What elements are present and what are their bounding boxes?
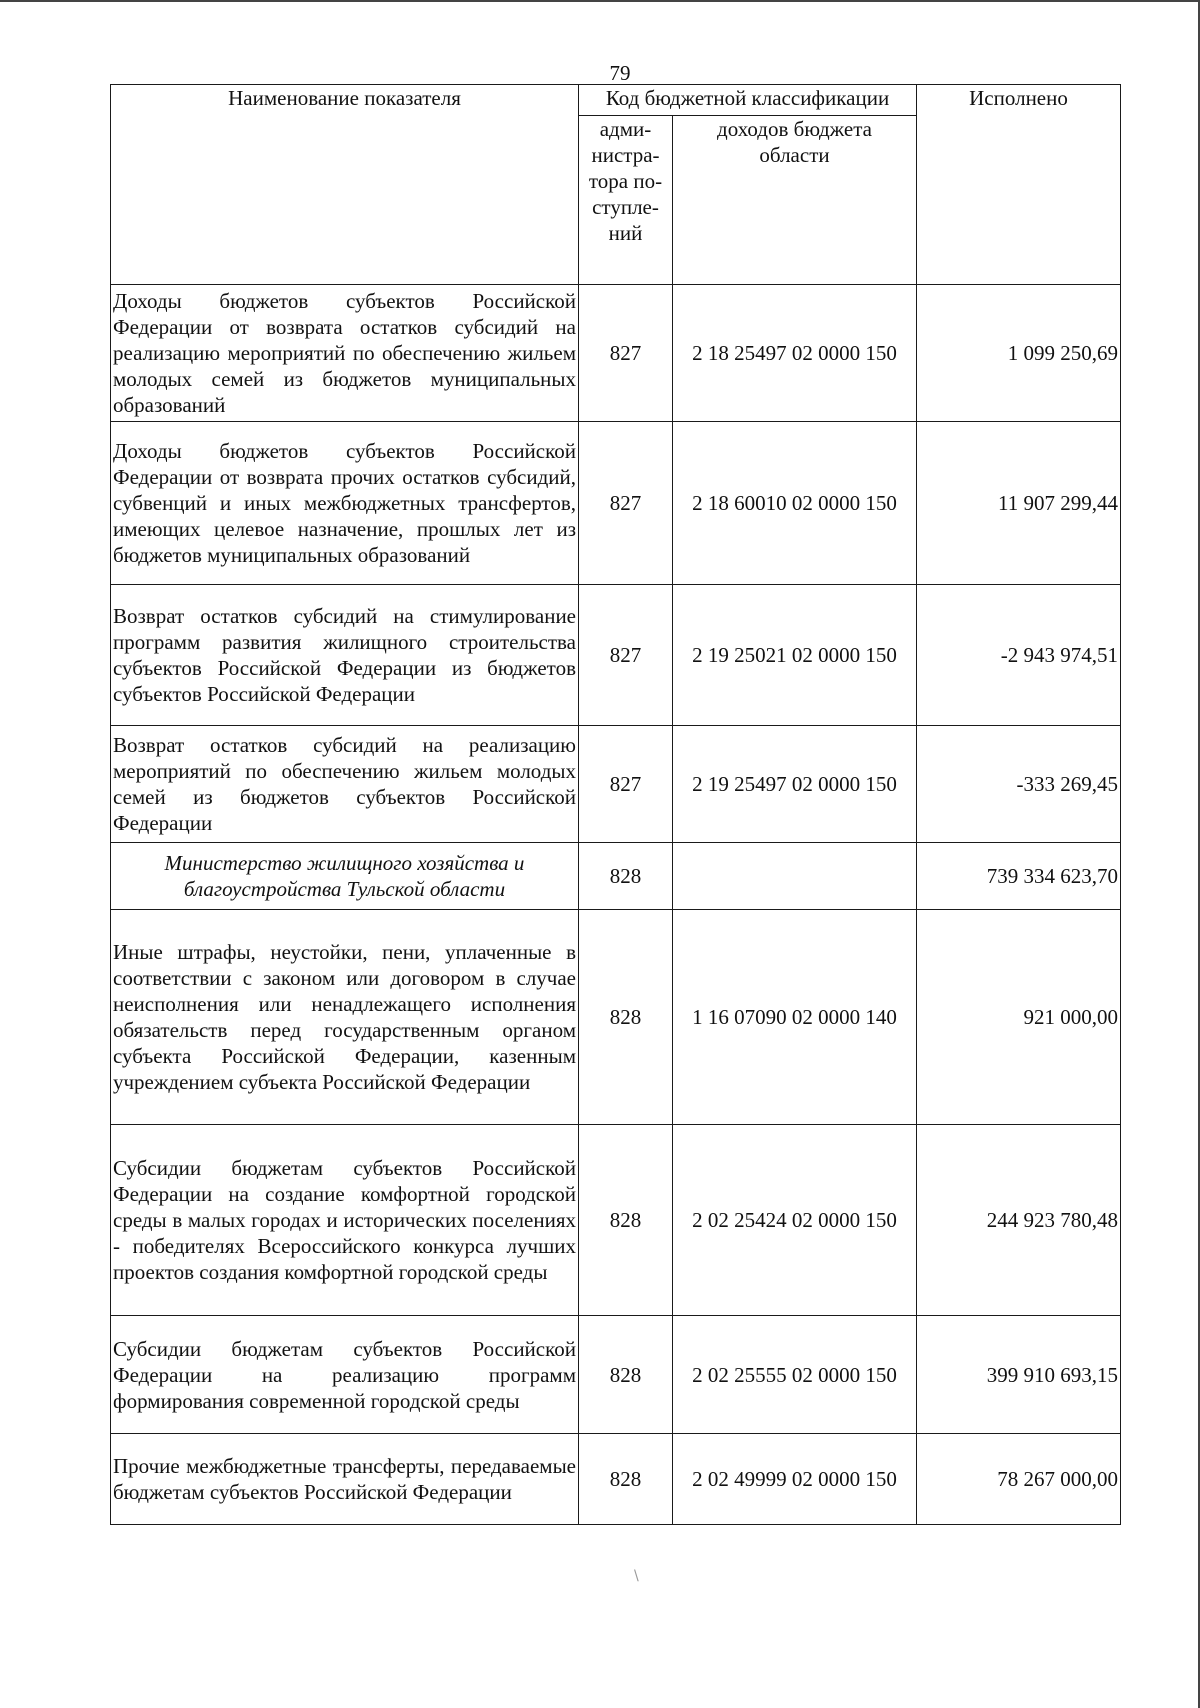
row-indicator-name: Субсидии бюджетам субъектов Российской Федерации на реализацию программ формирования современной городской среды xyxy=(111,1316,579,1434)
header-admin-code xyxy=(579,116,673,285)
row-indicator-name: Доходы бюджетов субъектов Российской Федерации от возврата прочих остатков субсидий, субвенций и иных межбюджетных трансфертов, имеющих целевое назначение, прошлых лет из бюджетов муниципальных образований xyxy=(111,422,579,585)
row-revenue-code: 2 18 25497 02 0000 150 xyxy=(673,285,917,422)
row-executed-amount: 399 910 693,15 xyxy=(917,1316,1121,1434)
row-executed-amount: 739 334 623,70 xyxy=(917,843,1121,910)
header-indicator-name: Наименование показателя xyxy=(111,85,579,285)
header-budget-classification: Код бюджетной классификации xyxy=(579,85,917,116)
table-row xyxy=(111,285,1121,422)
scan-artifact-mark: \ xyxy=(634,1568,639,1584)
table-row xyxy=(111,910,1121,1125)
row-admin-code: 827 xyxy=(579,422,673,585)
row-executed-amount: 11 907 299,44 xyxy=(917,422,1121,585)
table-header xyxy=(111,85,1121,285)
row-admin-code: 828 xyxy=(579,1434,673,1525)
budget-revenue-table xyxy=(110,84,1121,1525)
scan-border-top xyxy=(0,0,1200,2)
table-row xyxy=(111,726,1121,843)
table-body xyxy=(111,285,1121,1525)
row-executed-amount: -2 943 974,51 xyxy=(917,585,1121,726)
row-executed-amount: 244 923 780,48 xyxy=(917,1125,1121,1316)
row-indicator-name: Возврат остатков субсидий на реализацию мероприятий по обеспечению жильем молодых семей из бюджетов субъектов Российской Федерации xyxy=(111,726,579,843)
row-revenue-code: 2 18 60010 02 0000 150 xyxy=(673,422,917,585)
row-indicator-name: Доходы бюджетов субъектов Российской Федерации от возврата остатков субсидий на реализацию мероприятий по обеспечению жильем молодых семей из бюджетов муниципальных образований xyxy=(111,285,579,422)
row-executed-amount: 921 000,00 xyxy=(917,910,1121,1125)
row-executed-amount: -333 269,45 xyxy=(917,726,1121,843)
page-number: 79 xyxy=(609,61,631,85)
table-row xyxy=(111,585,1121,726)
header-revenue-code-text: доходов бюджета области xyxy=(717,117,872,167)
row-revenue-code: 2 02 25424 02 0000 150 xyxy=(673,1125,917,1316)
row-revenue-code: 2 02 25555 02 0000 150 xyxy=(673,1316,917,1434)
row-revenue-code: 2 19 25021 02 0000 150 xyxy=(673,585,917,726)
row-revenue-code: 2 19 25497 02 0000 150 xyxy=(673,726,917,843)
table-row xyxy=(111,422,1121,585)
table-row xyxy=(111,1434,1121,1525)
table-row-ministry xyxy=(111,843,1121,910)
row-admin-code: 828 xyxy=(579,843,673,910)
table-row xyxy=(111,1125,1121,1316)
row-indicator-name: Прочие межбюджетные трансферты, передаваемые бюджетам субъектов Российской Федерации xyxy=(111,1434,579,1525)
row-revenue-code: 2 02 49999 02 0000 150 xyxy=(673,1434,917,1525)
row-indicator-name: Возврат остатков субсидий на стимулирование программ развития жилищного строительства субъектов Российской Федерации из бюджетов субъектов Российской Федерации xyxy=(111,585,579,726)
row-executed-amount: 78 267 000,00 xyxy=(917,1434,1121,1525)
row-admin-code: 827 xyxy=(579,285,673,422)
header-revenue-code xyxy=(673,116,917,285)
row-ministry-name: Министерство жилищного хозяйства и благоустройства Тульской области xyxy=(111,843,579,910)
row-indicator-name: Субсидии бюджетам субъектов Российской Федерации на создание комфортной городской среды в малых городах и исторических поселениях - победителях Всероссийского конкурса лучших проектов создания комфортной городской среды xyxy=(111,1125,579,1316)
table-row xyxy=(111,1316,1121,1434)
header-executed: Исполнено xyxy=(917,85,1121,285)
row-admin-code: 828 xyxy=(579,1125,673,1316)
header-admin-code-text: адми- нистра- тора по- ступле- ний xyxy=(588,117,663,245)
row-revenue-code xyxy=(673,843,917,910)
row-revenue-code: 1 16 07090 02 0000 140 xyxy=(673,910,917,1125)
row-admin-code: 827 xyxy=(579,585,673,726)
row-admin-code: 828 xyxy=(579,910,673,1125)
row-admin-code: 827 xyxy=(579,726,673,843)
row-indicator-name: Иные штрафы, неустойки, пени, уплаченные в соответствии с законом или договором в случае неисполнения или ненадлежащего исполнения обязательств перед государственным органом субъекта Российской Федерации, казенным учреждением субъекта Российской Федерации xyxy=(111,910,579,1125)
row-admin-code: 828 xyxy=(579,1316,673,1434)
row-executed-amount: 1 099 250,69 xyxy=(917,285,1121,422)
